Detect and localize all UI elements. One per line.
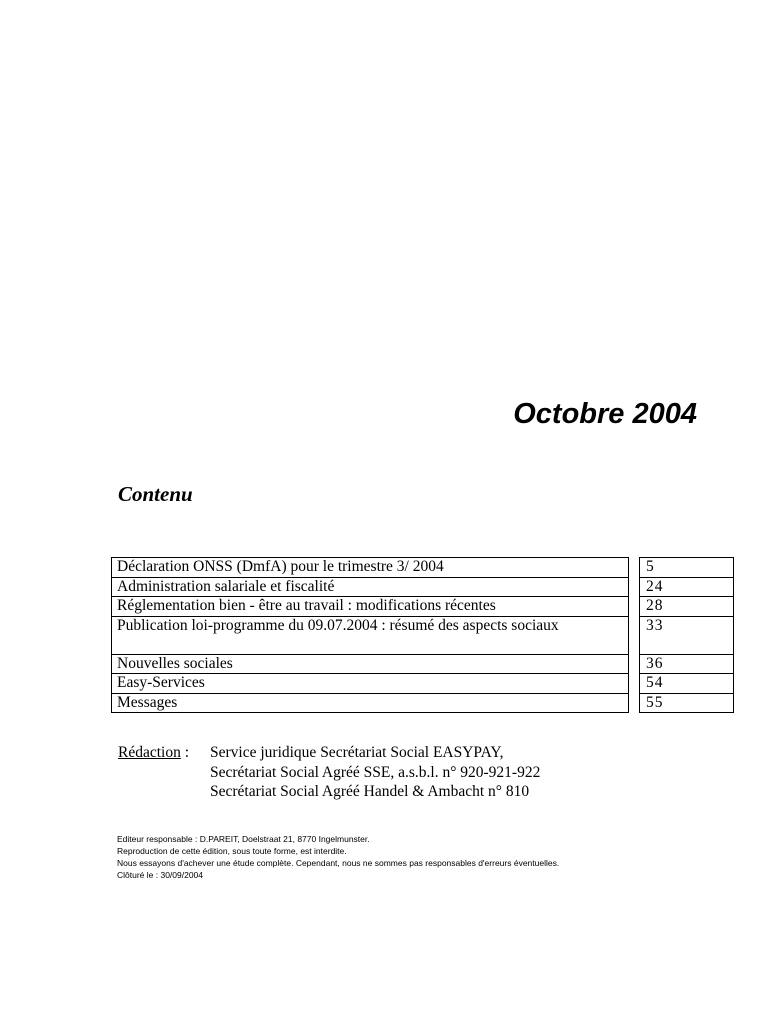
toc-item-page: 28	[640, 597, 733, 617]
redaction-block	[118, 743, 540, 802]
toc-item-title[interactable]: Réglementation bien - être au travail : modifications récentes	[112, 597, 628, 617]
toc-item-page: 55	[640, 694, 733, 714]
footer-line: Clôturé le : 30/09/2004	[117, 870, 204, 880]
publisher-footer	[117, 833, 559, 881]
toc-item-title[interactable]: Messages	[112, 694, 628, 714]
toc-item-page: 33	[640, 617, 733, 655]
redaction-separator: :	[184, 744, 190, 761]
toc-title-column	[111, 557, 629, 713]
toc-item-title[interactable]: Publication loi-programme du 09.07.2004 : résumé des aspects sociaux	[112, 617, 628, 655]
footer-line: Reproduction de cette édition, sous toute forme, est interdite.	[117, 846, 347, 856]
redaction-line: Service juridique Secrétariat Social EASYPAY,	[210, 744, 504, 761]
redaction-label: Rédaction	[118, 744, 181, 761]
contents-heading: Contenu	[118, 482, 193, 506]
toc-item-title[interactable]: Déclaration ONSS (DmfA) pour le trimestre 3/ 2004	[112, 558, 628, 578]
toc-item-page: 36	[640, 655, 733, 675]
redaction-line: Secrétariat Social Agréé SSE, a.s.b.l. n° 920-921-922	[210, 763, 541, 781]
toc-item-title[interactable]: Administration salariale et fiscalité	[112, 578, 628, 598]
issue-date-title: Octobre 2004	[513, 398, 697, 430]
toc-item-title[interactable]: Easy-Services	[112, 674, 628, 694]
toc-item-page: 54	[640, 674, 733, 694]
toc-item-title[interactable]: Nouvelles sociales	[112, 655, 628, 675]
toc-page-column	[639, 557, 734, 713]
toc-item-page: 24	[640, 578, 733, 598]
redaction-line: Secrétariat Social Agréé Handel & Ambacht n° 810	[210, 783, 530, 800]
toc-item-page: 5	[640, 558, 733, 578]
footer-line: Editeur responsable : D.PAREIT, Doelstraat 21, 8770 Ingelmunster.	[117, 834, 370, 844]
footer-line: Nous essayons d'achever une étude complète. Cependant, nous ne sommes pas responsables d'erreurs éventuelles.	[117, 858, 560, 868]
